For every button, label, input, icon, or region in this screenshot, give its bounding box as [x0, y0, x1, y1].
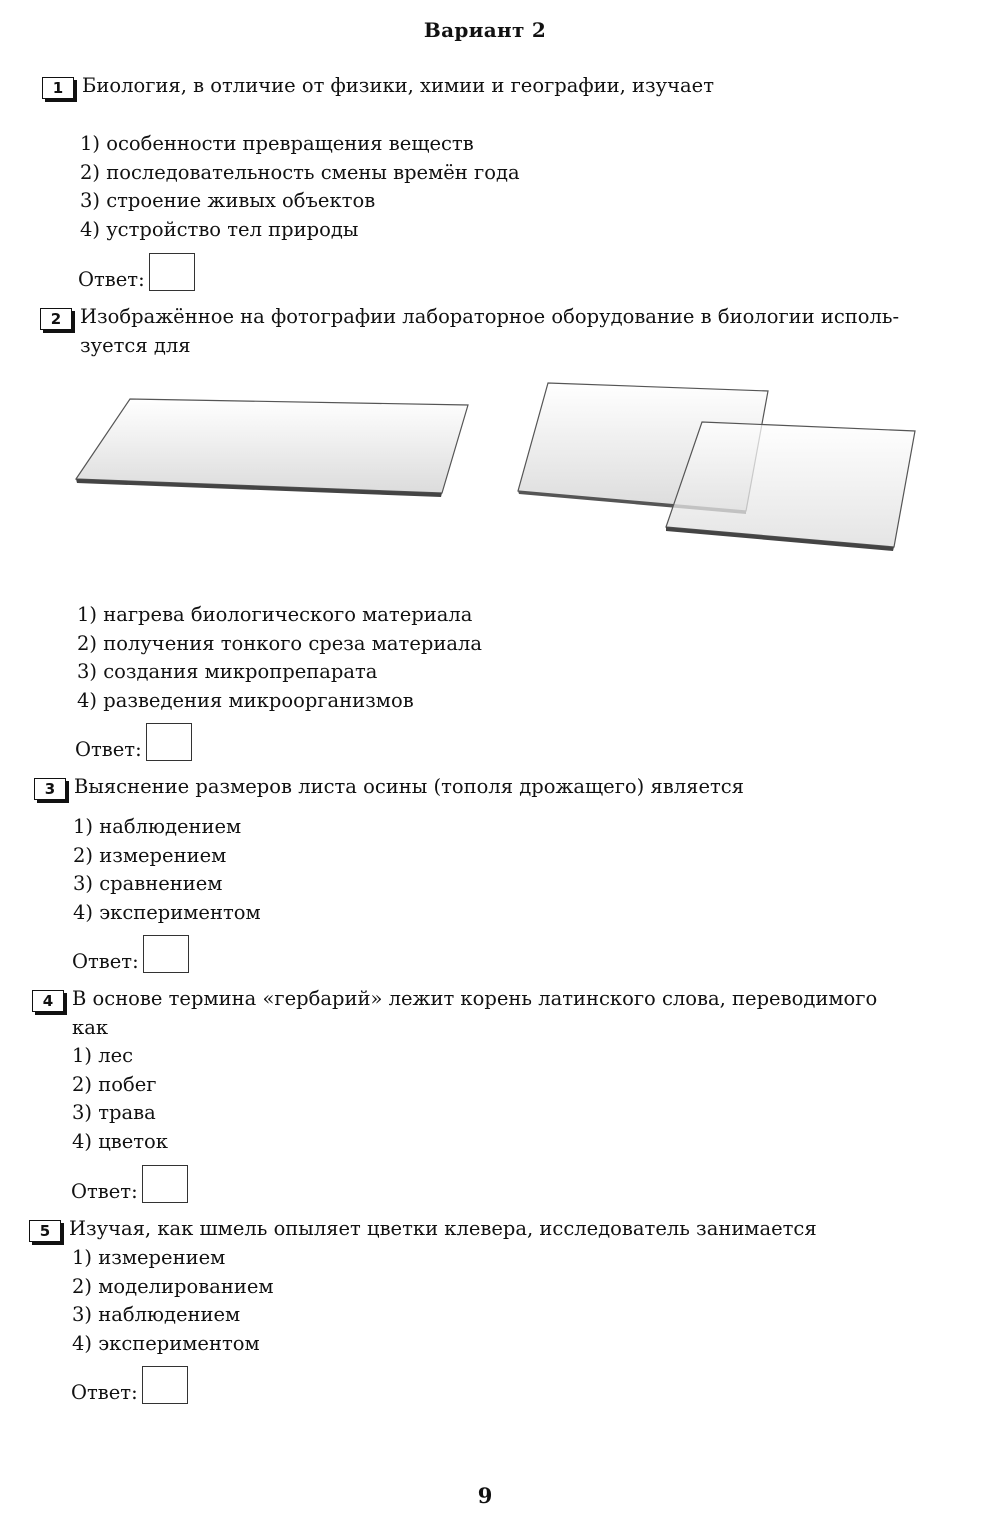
- option-item[interactable]: 1) особенности превращения веществ: [80, 132, 474, 155]
- answer-box[interactable]: [149, 253, 195, 291]
- question-text-line-1: В основе термина «гербарий» лежит корень латинского слова, переводимого: [72, 987, 878, 1010]
- option-item[interactable]: 1) лес: [72, 1044, 134, 1067]
- question-text: Выяснение размеров листа осины (тополя дрожащего) является: [74, 775, 744, 798]
- option-item[interactable]: 3) трава: [72, 1101, 156, 1124]
- answer-row: [71, 1165, 188, 1203]
- page-title: Вариант 2: [423, 18, 547, 42]
- question-2: [40, 303, 960, 360]
- option-item[interactable]: 2) последовательность смены времён года: [80, 160, 520, 184]
- option-item[interactable]: 2) моделированием: [72, 1274, 274, 1298]
- option-item[interactable]: 3) создания микропрепарата: [77, 660, 378, 683]
- question-number-badge: 1: [42, 77, 74, 99]
- options-list: [77, 601, 482, 715]
- question-1: [42, 72, 962, 101]
- option-item[interactable]: 2) получения тонкого среза материала: [77, 631, 482, 655]
- option-item[interactable]: 2) побег: [72, 1072, 157, 1096]
- slide-single: [76, 399, 468, 497]
- slide-front: [666, 422, 915, 551]
- question-number-badge: 3: [34, 778, 66, 800]
- option-item[interactable]: 4) экспериментом: [73, 900, 261, 924]
- answer-label: Ответ:: [71, 1180, 138, 1203]
- option-item[interactable]: 1) наблюдением: [73, 815, 242, 838]
- question-3: [34, 773, 954, 802]
- answer-row: [71, 1366, 188, 1404]
- question-text: Биология, в отличие от физики, химии и географии, изучает: [82, 74, 714, 97]
- option-item[interactable]: 2) измерением: [73, 843, 227, 867]
- answer-box[interactable]: [142, 1165, 188, 1203]
- option-item[interactable]: 4) цветок: [72, 1129, 168, 1153]
- question-number-badge: 5: [29, 1220, 61, 1242]
- answer-box[interactable]: [142, 1366, 188, 1404]
- option-item[interactable]: 4) устройство тел природы: [80, 217, 359, 241]
- page-number: 9: [477, 1483, 493, 1508]
- options-list: [72, 1244, 274, 1358]
- option-item[interactable]: 4) разведения микроорганизмов: [77, 688, 414, 712]
- answer-box[interactable]: [143, 935, 189, 973]
- options-list: [73, 813, 261, 927]
- answer-label: Ответ:: [78, 268, 145, 291]
- answer-label: Ответ:: [75, 738, 142, 761]
- question-4: [32, 985, 962, 1042]
- option-item[interactable]: 3) наблюдением: [72, 1303, 241, 1326]
- options-list: [80, 130, 520, 244]
- glass-slides-photo: [70, 375, 930, 560]
- question-text: Изучая, как шмель опыляет цветки клевера, исследователь занимается: [69, 1217, 817, 1240]
- option-item[interactable]: 3) строение живых объектов: [80, 189, 376, 212]
- answer-row: [78, 253, 195, 291]
- option-item[interactable]: 1) нагрева биологического материала: [77, 603, 473, 626]
- question-5: [29, 1215, 959, 1244]
- option-item[interactable]: 4) экспериментом: [72, 1331, 260, 1355]
- question-number-badge: 4: [32, 990, 64, 1012]
- answer-row: [75, 723, 192, 761]
- answer-box[interactable]: [146, 723, 192, 761]
- answer-label: Ответ:: [71, 1381, 138, 1404]
- options-list: [72, 1042, 168, 1156]
- answer-label: Ответ:: [72, 950, 139, 973]
- question-number-badge: 2: [40, 308, 72, 330]
- question-text-line-2: зуется для: [80, 333, 191, 357]
- question-text-line-2: как: [72, 1015, 109, 1039]
- answer-row: [72, 935, 189, 973]
- option-item[interactable]: 3) сравнением: [73, 872, 223, 895]
- question-text-line-1: Изображённое на фотографии лабораторное оборудование в биологии исполь-: [80, 305, 900, 328]
- option-item[interactable]: 1) измерением: [72, 1246, 226, 1269]
